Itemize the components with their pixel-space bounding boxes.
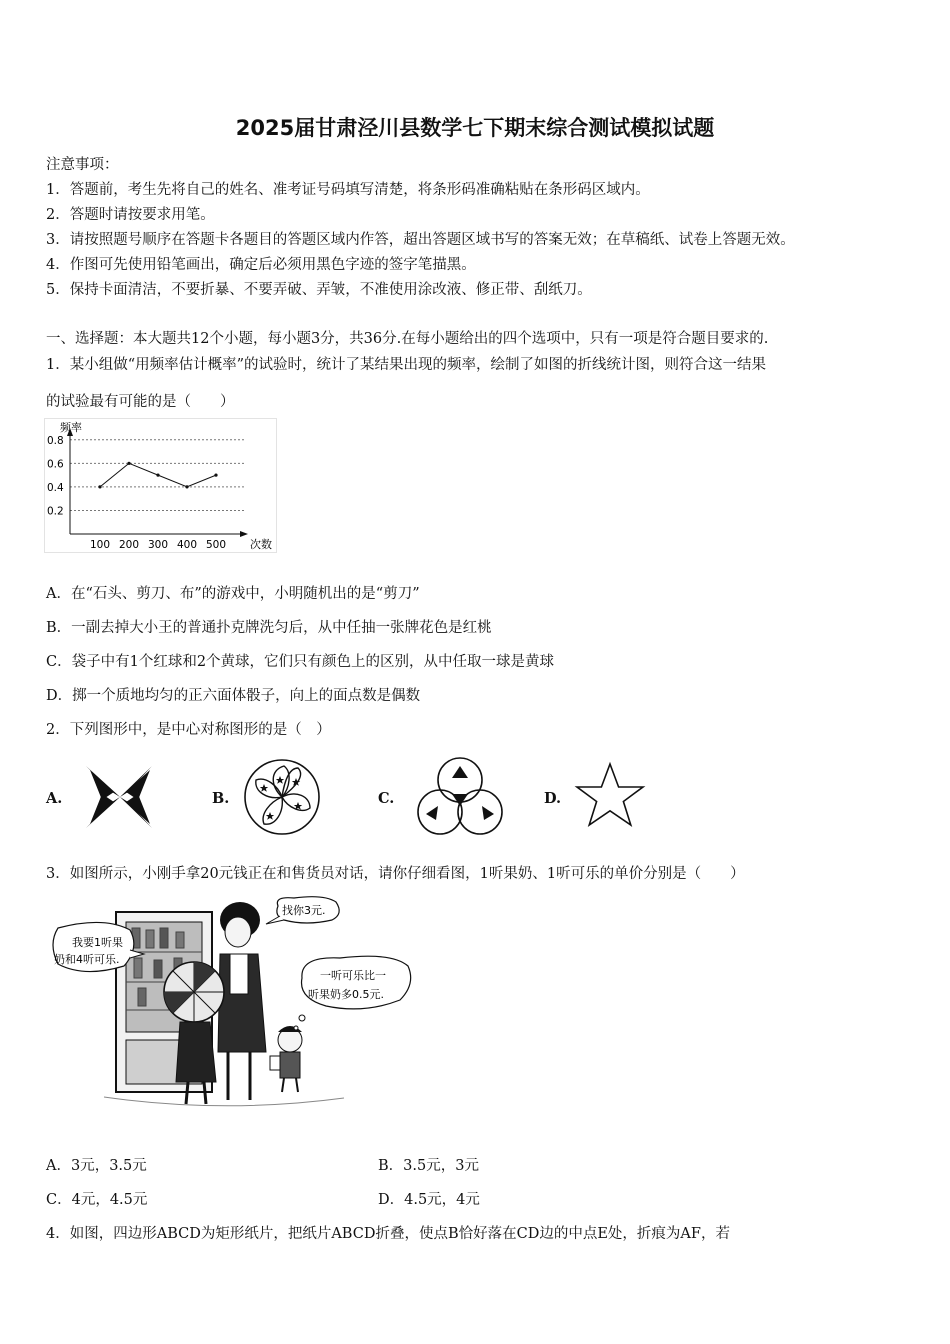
section-heading: 一、选择题：本大题共12个小题，每小题3分，共36分.在每小题给出的四个选项中，只有一项是符合题目要求的. bbox=[46, 331, 769, 347]
bauhinia-emblem-figure[interactable] bbox=[240, 758, 324, 836]
q1-option-b[interactable]: B．一副去掉大小王的普通扑克牌洗匀后，从中任抽一张牌花色是红桃 bbox=[46, 620, 492, 636]
q2-label-b[interactable]: B. bbox=[212, 790, 230, 807]
chart-xtick-label: 100 bbox=[90, 539, 111, 551]
q3-option-b[interactable]: B．3.5元，3元 bbox=[378, 1158, 479, 1174]
notice-item: 4．作图可先使用铅笔画出，确定后必须用黑色字迹的签字笔描黑。 bbox=[46, 257, 476, 273]
notice-item: 2．答题时请按要求用笔。 bbox=[46, 207, 215, 223]
q1-option-a[interactable]: A．在“石头、剪刀、布”的游戏中，小明随机出的是“剪刀” bbox=[46, 586, 420, 602]
bubble-left-line1: 我要1听果 bbox=[72, 936, 123, 949]
chart-xlabel: 次数 bbox=[250, 538, 272, 551]
notice-item: 5．保持卡面清洁，不要折暴、不要弄破、弄皱，不准使用涂改液、修正带、刮纸刀。 bbox=[46, 282, 592, 298]
bubble-top: 找你3元. bbox=[282, 904, 326, 917]
q3-option-c[interactable]: C．4元，4.5元 bbox=[46, 1192, 148, 1208]
bubble-right-line1: 一听可乐比一 bbox=[320, 969, 386, 982]
q1-option-d[interactable]: D．掷一个质地均匀的正六面体骰子，向上的面点数是偶数 bbox=[46, 688, 421, 704]
chart-xtick-label: 200 bbox=[119, 539, 140, 551]
question-3-stem: 3．如图所示，小刚手拿20元钱正在和售货员对话，请你仔细看图，1听果奶、1听可乐的单价分别是（ ） bbox=[46, 866, 745, 882]
q2-label-a[interactable]: A. bbox=[46, 790, 63, 807]
bubble-right-line2: 听果奶多0.5元. bbox=[308, 988, 384, 1001]
chart-ytick-label: 0.2 bbox=[47, 505, 64, 518]
bubble-left-line2: 奶和4听可乐. bbox=[54, 953, 120, 966]
chart-xtick-label: 400 bbox=[177, 539, 198, 551]
star-figure[interactable] bbox=[572, 760, 648, 832]
question-1-stem-cont: 的试验最有可能的是（ ） bbox=[46, 394, 235, 410]
chart-data-point bbox=[185, 485, 188, 488]
question-1-stem: 1．某小组做“用频率估计概率”的试验时，统计了某结果出现的频率，绘制了如图的折线统计图，则符合这一结果 bbox=[46, 357, 767, 373]
chart-ytick-label: 0.6 bbox=[47, 458, 64, 471]
page-title: 2025届甘肃泾川县数学七下期末综合测试模拟试题 bbox=[235, 116, 715, 140]
chart-ytick-label: 0.4 bbox=[47, 481, 64, 494]
pinwheel-figure[interactable] bbox=[82, 762, 158, 832]
frequency-line-chart bbox=[44, 418, 280, 554]
chart-x-arrow bbox=[240, 531, 248, 537]
q1-option-c[interactable]: C．袋子中有1个红球和2个黄球，它们只有颜色上的区别，从中任取一球是黄球 bbox=[46, 654, 555, 670]
question-4-stem: 4．如图，四边形ABCD为矩形纸片，把纸片ABCD折叠，使点B恰好落在CD边的中点E处，折痕为AF，若 bbox=[46, 1226, 730, 1242]
q3-option-a[interactable]: A．3元，3.5元 bbox=[46, 1158, 147, 1174]
shop-cartoon-illustration bbox=[44, 892, 414, 1122]
q3-option-d[interactable]: D．4.5元，4元 bbox=[378, 1192, 480, 1208]
chart-data-point bbox=[214, 474, 217, 477]
notice-item: 1．答题前，考生先将自己的姓名、准考证号码填写清楚，将条形码准确粘贴在条形码区域内。 bbox=[46, 182, 650, 198]
chart-data-point bbox=[98, 485, 101, 488]
chart-data-point bbox=[156, 474, 159, 477]
chart-ytick-label: 0.8 bbox=[47, 434, 64, 447]
question-2-stem: 2．下列图形中，是中心对称图形的是（ ） bbox=[46, 722, 331, 738]
q2-label-c[interactable]: C. bbox=[378, 790, 395, 807]
chart-xtick-label: 500 bbox=[206, 539, 227, 551]
chart-ylabel: 频率 bbox=[60, 421, 82, 434]
chart-data-point bbox=[127, 462, 130, 465]
notice-heading: 注意事项： bbox=[46, 157, 119, 173]
chart-xtick-label: 300 bbox=[148, 539, 169, 551]
notice-item: 3．请按照题号顺序在答题卡各题目的答题区域内作答，超出答题区域书写的答案无效；在草稿纸、试卷上答题无效。 bbox=[46, 232, 795, 248]
q2-label-d[interactable]: D. bbox=[544, 790, 562, 807]
trefoil-figure[interactable] bbox=[412, 754, 508, 838]
